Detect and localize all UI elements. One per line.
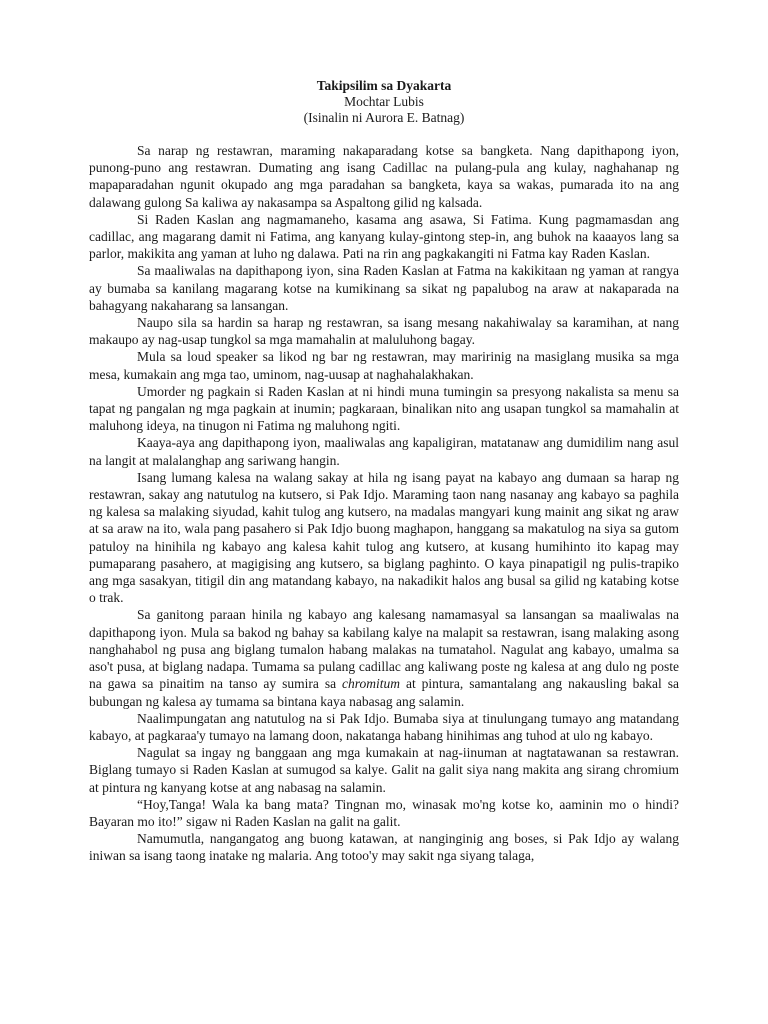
paragraph: Namumutla, nangangatog ang buong katawan, at nanginginig ang boses, si Pak Idjo ay walang iniwan sa isang taong inatake ng malaria. Ang totoo'y may sakit nga siyang talaga, (89, 831, 679, 864)
paragraph: Umorder ng pagkain si Raden Kaslan at ni hindi muna tumingin sa presyong nakalista sa menu sa tapat ng pangalan ng mga pagkain at inumin; pagkaraan, binalikan nito ang usapan tungkol sa mamahalin at maluhong ideya, na tinugon ni Fatima ng maluhong ngiti. (89, 383, 679, 434)
paragraph: Si Raden Kaslan ang nagmamaneho, kasama ang asawa, Si Fatima. Kung pagmamasdan ang cadillac, ang magarang damit ni Fatima, ang kanyang kulay-gintong step-in, ang buhok na kaaayos lang sa parlor, makikita ang yaman at luho ng dalawa. Pati na rin ang pagkakangiti ni Fatma kay Raden Kaslan. (89, 211, 679, 262)
paragraph: Kaaya-aya ang dapithapong iyon, maaliwalas ang kapaligiran, matatanaw ang dumidilim nang asul na langit at malalanghap ang sariwang hangin. (89, 435, 679, 468)
paragraph: Nagulat sa ingay ng banggaan ang mga kumakain at nag-iinuman at nagtatawanan sa restawran. Biglang tumayo si Raden Kaslan at sumugod sa kalye. Galit na galit siya nang makita ang sirang chromium at pintura ng kanyang kotse at ang nabasag na salamin. (89, 745, 679, 795)
story-title: Takipsilim sa Dyakarta (316, 78, 452, 93)
paragraph: Naupo sila sa hardin sa harap ng restawran, sa isang mesang nakahiwalay sa karamihan, at nang makaupo ay nag-usap tungkol sa mga mamahalin at maluluhong bagay. (89, 315, 679, 348)
paragraph: Sa maaliwalas na dapithapong iyon, sina Raden Kaslan at Fatma na kakikitaan ng yaman at rangya ay bumaba sa kanilang magarang kotse na kumikinang sa sikat ng papalubog na araw at nakaparada na bahagyang nakaharang sa lansangan. (89, 263, 679, 313)
paragraph-text: at pintura, samantalang ang nakausling bakal sa bubungan ng kalesa ay tumama sa bintana kaya nabasag ang salamin. (89, 676, 680, 709)
story-body (89, 142, 679, 865)
paragraph (89, 606, 679, 709)
paragraph: Isang lumang kalesa na walang sakay at hila ng isang payat na kabayo ang dumaan sa harap ng restawran, sakay ang natutulog na kutsero, si Pak Idjo. Maraming taon nang nasanay ang kabayo sa paghila ng kalesa sa malaking siyudad, kahit tulog ang kutsero, na madalas mangyari kung mainit ang sikat ng araw at sa araw na ito, wala pang pasahero si Pak Idjo buong maghapon, hanggang sa makatulog na siya sa gutom patuloy na hinihila ng kabayo ang kalesa kahit tulog ang kutsero, at kusang humihinto ito kapag may pumaparang pasahero, at magigising ang kutsero, sa biglang paghinto. O kaya pinapatigil ng pulis-trapiko ang mga sasakyan, titigil din ang matandang kabayo, na nakadikit halos ang busal sa gilid ng katabing kotse o trak. (89, 469, 679, 606)
translator-line: (Isinalin ni Aurora E. Batnag) (303, 110, 465, 125)
document-header (89, 78, 679, 126)
paragraph: Naalimpungatan ang natutulog na si Pak Idjo. Bumaba siya at tinulungang tumayo ang matandang kabayo, at pagkaraa'y tumayo na lamang doon, nakatanga habang hinihimas ang tuhod at ulo ng kabayo. (89, 710, 679, 743)
paragraph: Mula sa loud speaker sa likod ng bar ng restawran, may maririnig na masiglang musika sa mga mesa, kumakain ang mga tao, uminom, nag-uusap at naghahalakhakan. (89, 349, 679, 382)
italic-term: chromitum (342, 676, 401, 692)
paragraph: “Hoy,Tanga! Wala ka bang mata? Tingnan mo, winasak mo'ng kotse ko, aaminin mo o hindi? Bayaran mo ito!” sigaw ni Raden Kaslan na galit na galit. (89, 796, 679, 829)
document-page (89, 78, 679, 865)
paragraph-text: Sa ganitong paraan hinila ng kabayo ang kalesang namamasyal sa lansangan sa maaliwalas na dapithapong iyon. Mula sa bakod ng bahay sa kabilang kalye na malapit sa restawran, isang malaking asong nanghahabol ng pusa ang biglang tumalon habang malakas na tumatahol. Nagulat ang kabayo, umalma sa aso't pusa, at biglang nadapa. Tumama sa pulang cadillac ang kaliwang poste ng kalesa at ang dulo ng poste na gawa sa pinaitim na tanso ay sumira sa (89, 607, 679, 692)
paragraph: Sa narap ng restawran, maraming nakaparadang kotse sa bangketa. Nang dapithapong iyon, punong-puno ang restawran. Dumating ang isang Cadillac na pulang-pula ang kulay, naghahanap ng mapaparadahan ngunit okupado ang mga paradahan sa bangketa, kaya sa wakas, pumarada ito na ang dalawang gulong Sa kaliwa ay nakasampa sa Aspaltong gilid ng kalsada. (89, 143, 679, 210)
author-line: Mochtar Lubis (344, 94, 424, 109)
